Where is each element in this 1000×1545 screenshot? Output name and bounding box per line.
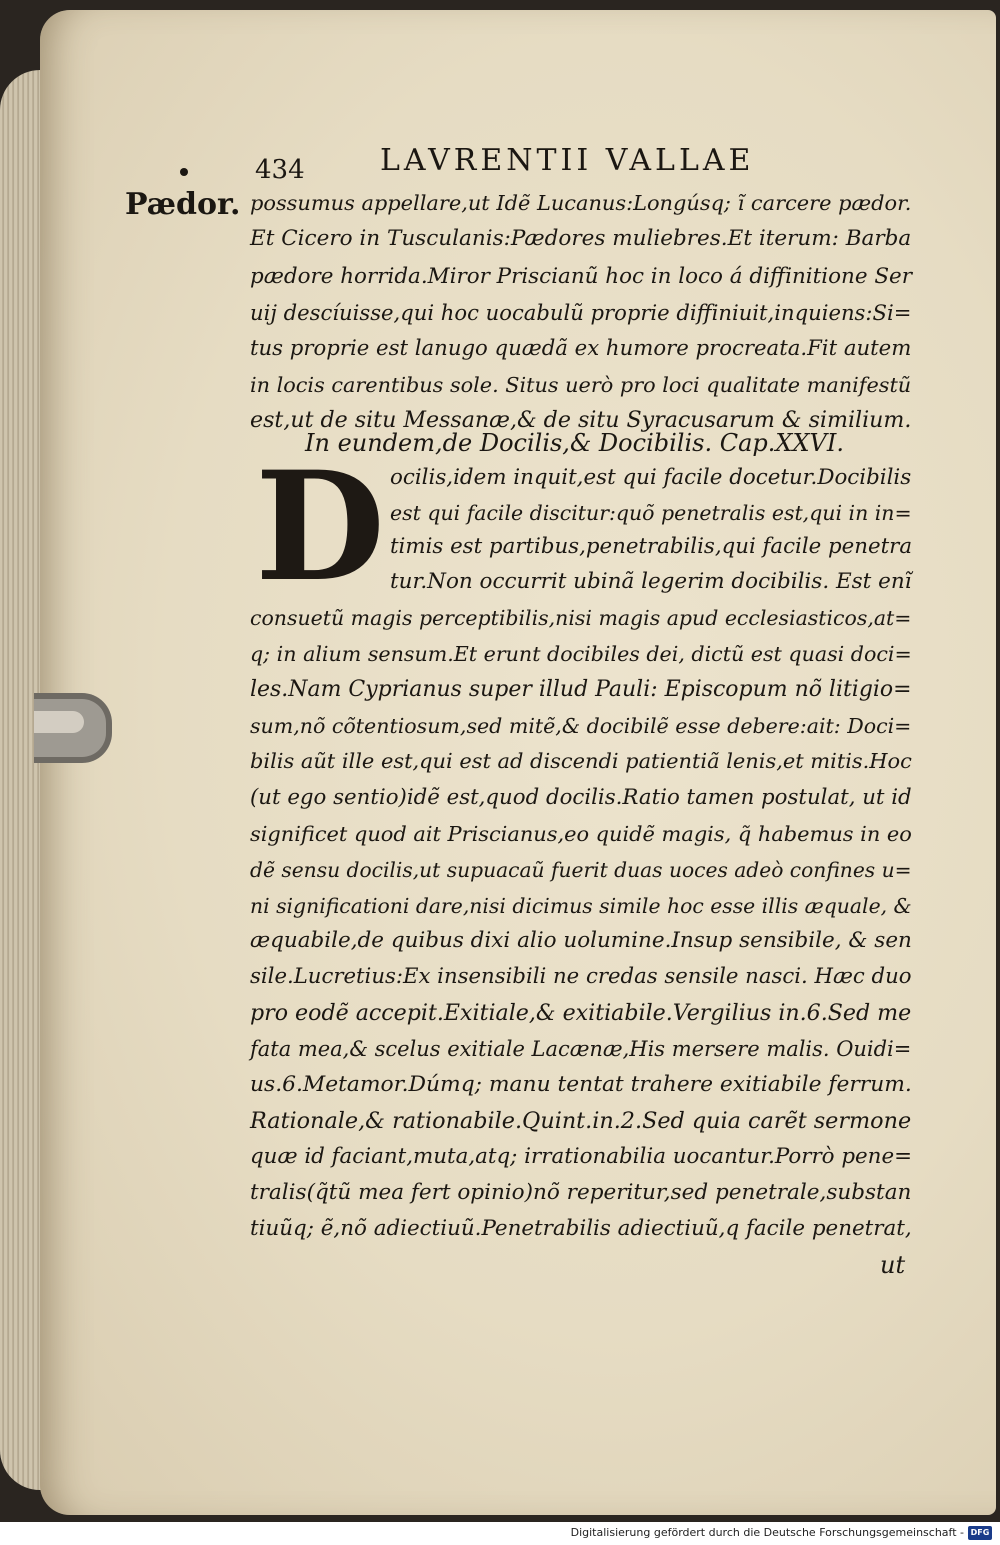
text-line: quæ id faciant,muta,atq; irrationabilia uocantur.Porrò pene= <box>250 1144 913 1169</box>
text-line: fata mea,& scelus exitiale Lacænæ,His mersere malis. Ouidi= <box>250 1037 912 1061</box>
text-line: pædore horrida.Miror Priscianũ hoc in loco á diffinitione Ser <box>250 264 912 289</box>
text-line: est,ut de situ Messanæ,& de situ Syracusarum & similium. <box>250 407 912 433</box>
margin-dot <box>180 168 188 176</box>
text-line: est qui facile discitur:quõ penetralis est,qui in in= <box>390 501 912 525</box>
text-line: q; in alium sensum.Et erunt docibiles dei, dictũ est quasi doci= <box>250 642 912 666</box>
text-line: tus proprie est lanugo quædã ex humore procreata.Fit autem <box>250 336 912 361</box>
dfg-logo-icon: DFG <box>968 1526 992 1540</box>
text-line: sum,nõ cõtentiosum,sed mitẽ,& docibilẽ esse debere:ait: Doci= <box>250 714 912 738</box>
text-line: ni significationi dare,nisi dicimus simile hoc esse illis æquale, & <box>250 894 912 918</box>
chapter-heading: In eundem,de Docilis,& Docibilis. Cap.XXVI. <box>305 429 844 457</box>
text-line: les.Nam Cyprianus super illud Pauli: Episcopum nõ litigio= <box>250 677 912 702</box>
page-number: 434 <box>255 155 305 185</box>
text-line: æquabile,de quibus dixi alio uolumine.Insup sensibile, & sen <box>250 928 912 953</box>
running-head: LAVRENTII VALLAE <box>380 143 755 178</box>
catchword: ut <box>880 1251 906 1279</box>
book-clasp <box>34 693 112 763</box>
margin-note: Pædor. <box>125 187 241 222</box>
footer-credit: Digitalisierung gefördert durch die Deutsche Forschungsgemeinschaft - <box>570 1526 964 1539</box>
text-line: timis est partibus,penetrabilis,qui facile penetra <box>390 534 913 559</box>
text-line: Rationale,& rationabile.Quint.in.2.Sed quia carẽt sermone <box>250 1108 912 1134</box>
text-line: tiuũq; ẽ,nõ adiectiuũ.Penetrabilis adiectiuũ,q facile penetrat, <box>250 1216 912 1241</box>
drop-capital: D <box>255 439 386 615</box>
text-line: pro eodẽ accepit.Exitiale,& exitiabile.Vergilius in.6.Sed me <box>250 1000 912 1026</box>
text-line: in locis carentibus sole. Situs uerò pro loci qualitate manifestũ <box>250 373 912 397</box>
text-line: us.6.Metamor.Dúmq; manu tentat trahere exitiabile ferrum. <box>250 1072 912 1097</box>
text-line: tralis(q̃tũ mea fert opinio)nõ reperitur,sed penetrale,substan <box>250 1180 912 1205</box>
text-line: dẽ sensu docilis,ut supuacaũ fuerit duas uoces adeò confines u= <box>250 858 912 882</box>
text-line: tur.Non occurrit ubinã legerim docibilis. Est enĩ <box>390 569 912 594</box>
text-line: bilis aũt ille est,qui est ad discendi patientiã lenis,et mitis.Hoc <box>250 749 912 773</box>
text-line: possumus appellare,ut Idẽ Lucanus:Longúsq; ĩ carcere pædor. <box>250 191 912 215</box>
text-line: uij descíuisse,qui hoc uocabulũ proprie diffiniuit,inquiens:Si= <box>250 300 912 325</box>
text-line: sile.Lucretius:Ex insensibili ne credas sensile nasci. Hæc duo <box>250 964 912 989</box>
text-line: ocilis,idem inquit,est qui facile docetur.Docibilis <box>390 465 912 490</box>
text-line: Et Cicero in Tusculanis:Pædores muliebres.Et iterum: Barba <box>250 226 912 251</box>
book-clasp-inner <box>34 711 84 733</box>
text-line: consuetũ magis perceptibilis,nisi magis apud ecclesiasticos,at= <box>250 606 912 630</box>
text-line: (ut ego sentio)idẽ est,quod docilis.Ratio tamen postulat, ut id <box>250 785 912 810</box>
text-line: significet quod ait Priscianus,eo quidẽ magis, q̃ habemus in eo <box>250 822 912 846</box>
